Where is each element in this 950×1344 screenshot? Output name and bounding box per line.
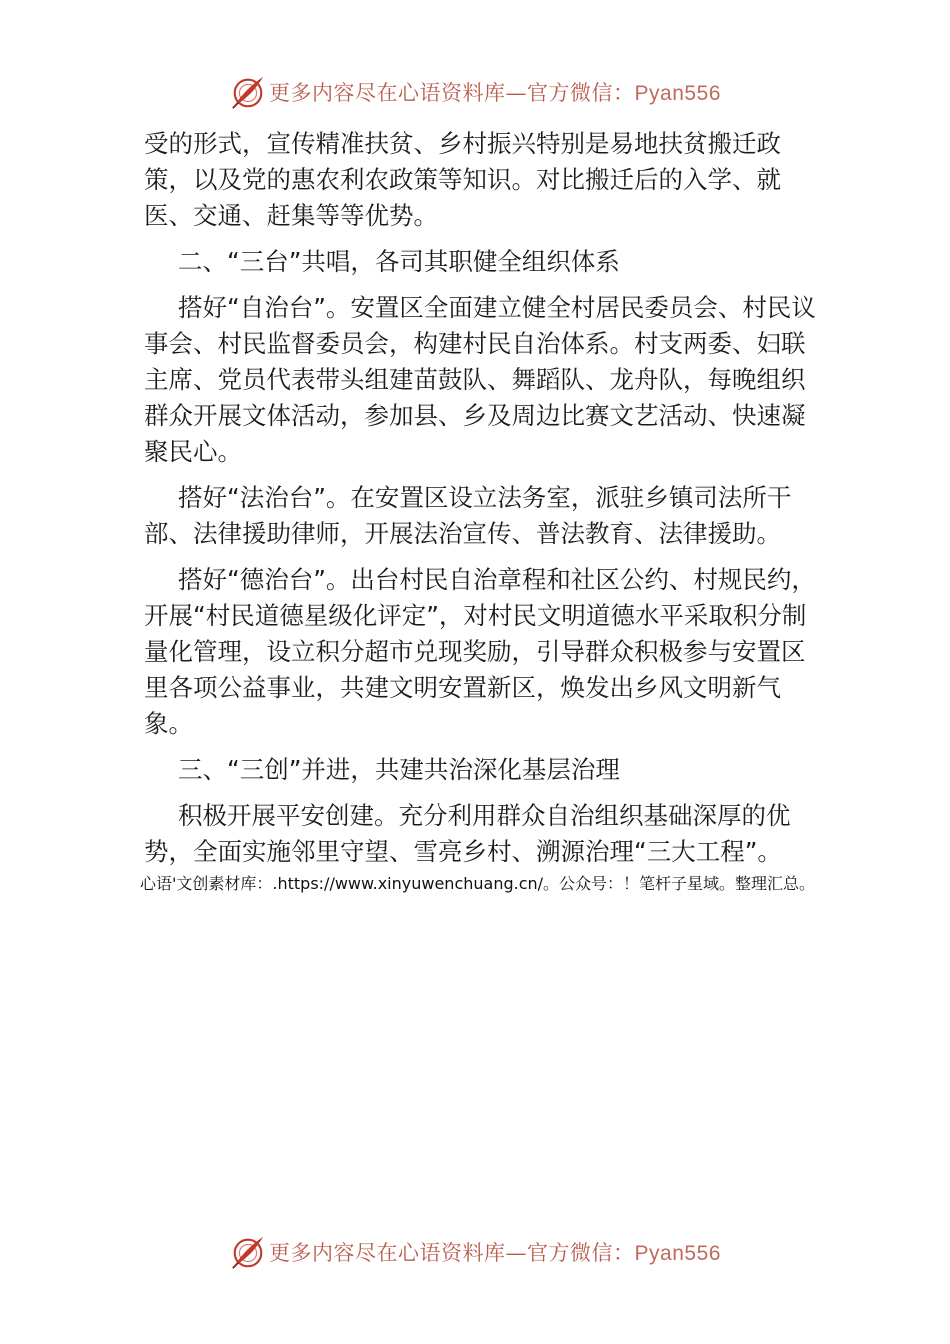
paragraph-rule-of-law: 搭好“法治台”。在安置区设立法务室，派驻乡镇司法所干部、法律援助律师，开展法治宣传、普法教育、法律援助。 bbox=[144, 483, 792, 548]
banner-text bbox=[269, 1237, 721, 1267]
source-note: 心语'文创素材库：.https://www.xinyuwenchuang.cn/。公众号：！笔杆子星域。整理汇总。 bbox=[140, 874, 816, 893]
banner-slogan: 更多内容尽在心语资料库—官方微信： bbox=[269, 1241, 635, 1265]
section-heading-2: 二、“三台”共唱，各司其职健全组织体系 bbox=[178, 247, 620, 276]
document-body bbox=[144, 126, 824, 880]
banner-slogan: 更多内容尽在心语资料库—官方微信： bbox=[269, 81, 635, 105]
footer-banner bbox=[0, 1232, 950, 1272]
quill-pen-logo-icon bbox=[229, 1233, 267, 1271]
paragraph-rule-of-virtue: 搭好“德治台”。出台村民自治章程和社区公约、村规民约，开展“村民道德星级化评定”，对村民文明道德水平采取积分制量化管理，设立积分超市兑现奖励，引导群众积极参与安置区里各项公益事业，共建文明安置新区，焕发出乡风文明新气象。 bbox=[144, 565, 816, 738]
header-banner bbox=[0, 72, 950, 112]
paragraph-safety-creation: 积极开展平安创建。充分利用群众自治组织基础深厚的优势，全面实施邻里守望、雪亮乡村、溯源治理“三大工程”。 bbox=[144, 801, 791, 866]
wechat-id: Pyan556 bbox=[634, 82, 721, 105]
paragraph-self-governance: 搭好“自治台”。安置区全面建立健全村居民委员会、村民议事会、村民监督委员会，构建村民自治体系。村支两委、妇联主席、党员代表带头组建苗鼓队、舞蹈队、龙舟队，每晚组织群众开展文体活动，参加县、乡及周边比赛文艺活动、快速凝聚民心。 bbox=[144, 293, 816, 466]
quill-pen-logo-icon bbox=[229, 73, 267, 111]
banner-text bbox=[269, 77, 721, 107]
wechat-id: Pyan556 bbox=[634, 1242, 721, 1265]
section-heading-3: 三、“三创”并进，共建共治深化基层治理 bbox=[178, 755, 620, 784]
paragraph-continuation: 受的形式，宣传精准扶贫、乡村振兴特别是易地扶贫搬迁政策，以及党的惠农利农政策等知识。对比搬迁后的入学、就医、交通、赶集等等优势。 bbox=[144, 129, 781, 230]
